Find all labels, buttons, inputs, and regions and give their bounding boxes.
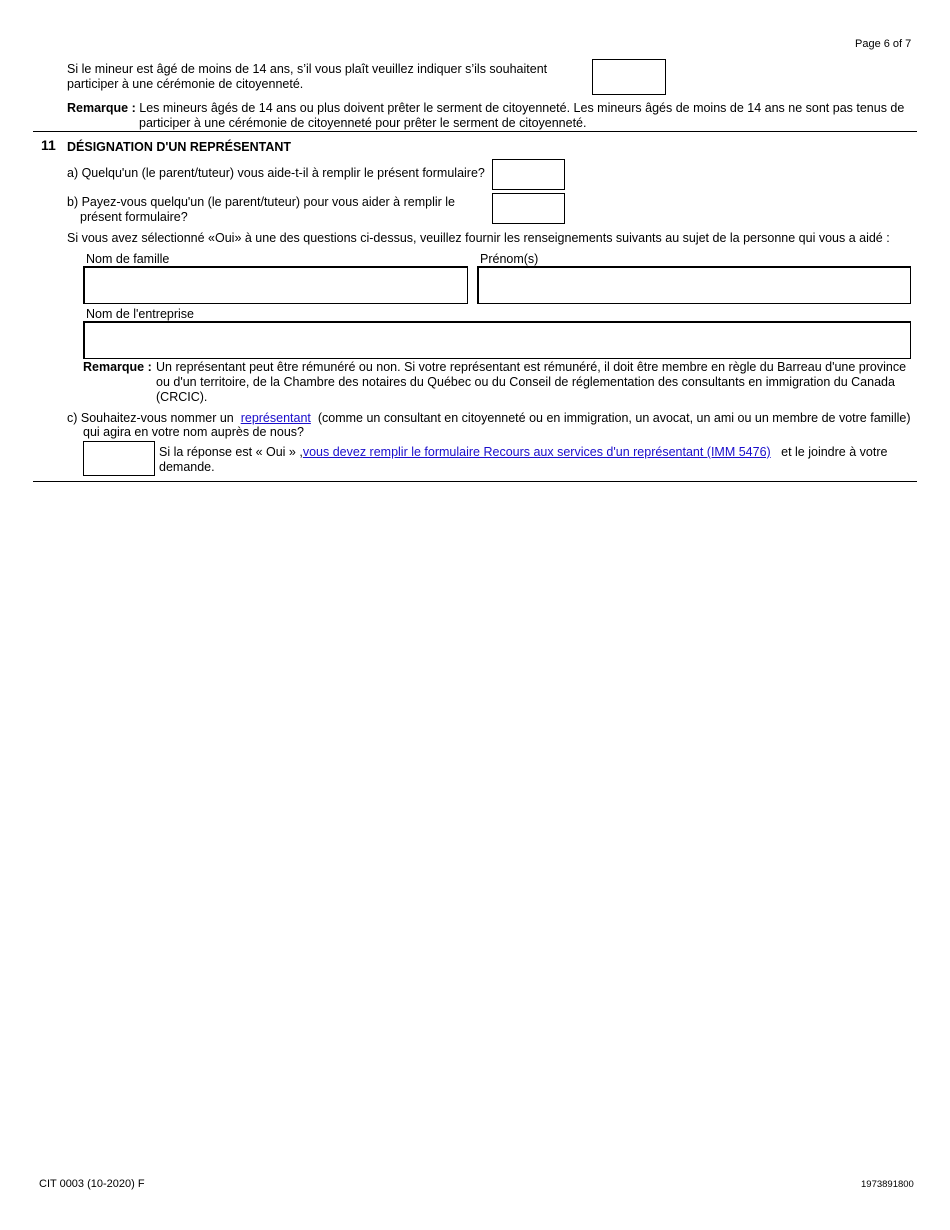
- question-c-prefix: c) Souhaitez-vous nommer un: [67, 411, 234, 425]
- section-number: 11: [41, 137, 56, 153]
- section-divider-bottom: [33, 481, 917, 482]
- family-name-input[interactable]: [83, 266, 468, 304]
- question-c-select[interactable]: [83, 441, 155, 476]
- minor-ceremony-question: [67, 62, 547, 92]
- given-names-label: Prénom(s): [480, 252, 539, 266]
- question-a: a) Quelqu'un (le parent/tuteur) vous aide-t-il à remplir le présent formulaire?: [67, 166, 485, 180]
- question-c-line2: qui agira en votre nom auprès de nous?: [83, 425, 304, 439]
- minor-ceremony-select[interactable]: [592, 59, 666, 95]
- given-names-input[interactable]: [477, 266, 911, 304]
- minor-ceremony-note: [67, 101, 904, 116]
- if-yes-line2: demande.: [159, 460, 215, 474]
- form-code: CIT 0003 (10-2020) F: [39, 1178, 145, 1190]
- imm5476-link[interactable]: vous devez remplir le formulaire Recours aux services d'un représentant (IMM 5476): [302, 445, 771, 459]
- section-divider-top: [33, 131, 917, 132]
- section-title: DÉSIGNATION D'UN REPRÉSENTANT: [67, 140, 292, 154]
- question-c-suffix: (comme un consultant en citoyenneté ou en immigration, un avocat, un ami ou un membre de votre famille): [317, 411, 911, 425]
- representative-link[interactable]: représentant: [240, 411, 311, 425]
- representative-note-line2: ou d'un territoire, de la Chambre des notaires du Québec ou du Conseil de réglementation des consultants en immigration du Canada: [156, 375, 895, 389]
- representative-note: [156, 360, 906, 405]
- page-number: Page 6 of 7: [855, 38, 912, 50]
- company-name-input[interactable]: [83, 321, 911, 359]
- question-a-select[interactable]: [492, 159, 565, 190]
- representative-note-line3: (CRCIC).: [156, 390, 208, 404]
- question-b-line1: b) Payez-vous quelqu'un (le parent/tuteur) pour vous aider à remplir le: [67, 195, 456, 209]
- question-c: [67, 411, 911, 426]
- minor-ceremony-note-line2: participer à une cérémonie de citoyenneté pour prêter le serment de citoyenneté.: [139, 116, 587, 130]
- minor-ceremony-question-line2: participer à une cérémonie de citoyenneté.: [67, 77, 304, 91]
- if-yes-instruction: Si vous avez sélectionné «Oui» à une des questions ci-dessus, veuillez fournir les renseignements suivants au sujet de la personne qui vous a aidé :: [67, 231, 890, 245]
- company-name-label: Nom de l'entreprise: [86, 307, 194, 321]
- question-b-select[interactable]: [492, 193, 565, 224]
- minor-ceremony-note-label: Remarque :: [67, 101, 136, 115]
- minor-ceremony-question-line1: Si le mineur est âgé de moins de 14 ans, s’il vous plaît veuillez indiquer s’ils souhaitent: [67, 62, 548, 76]
- family-name-label: Nom de famille: [86, 252, 170, 266]
- if-yes-suffix: et le joindre à votre: [781, 445, 888, 459]
- representative-note-label: Remarque :: [83, 360, 152, 374]
- representative-note-line1: Un représentant peut être rémunéré ou non. Si votre représentant est rémunéré, il doit être membre en règle du Barreau d'une province: [156, 360, 907, 374]
- if-yes-prefix: Si la réponse est « Oui » ,: [159, 445, 303, 459]
- question-b-line2: présent formulaire?: [80, 210, 188, 224]
- minor-ceremony-note-line1: Les mineurs âgés de 14 ans ou plus doivent prêter le serment de citoyenneté. Les mineurs âgés de moins de 14 ans ne sont pas tenus de: [139, 101, 905, 115]
- if-yes-representative: [159, 445, 887, 460]
- barcode-number: 1973891800: [861, 1179, 914, 1190]
